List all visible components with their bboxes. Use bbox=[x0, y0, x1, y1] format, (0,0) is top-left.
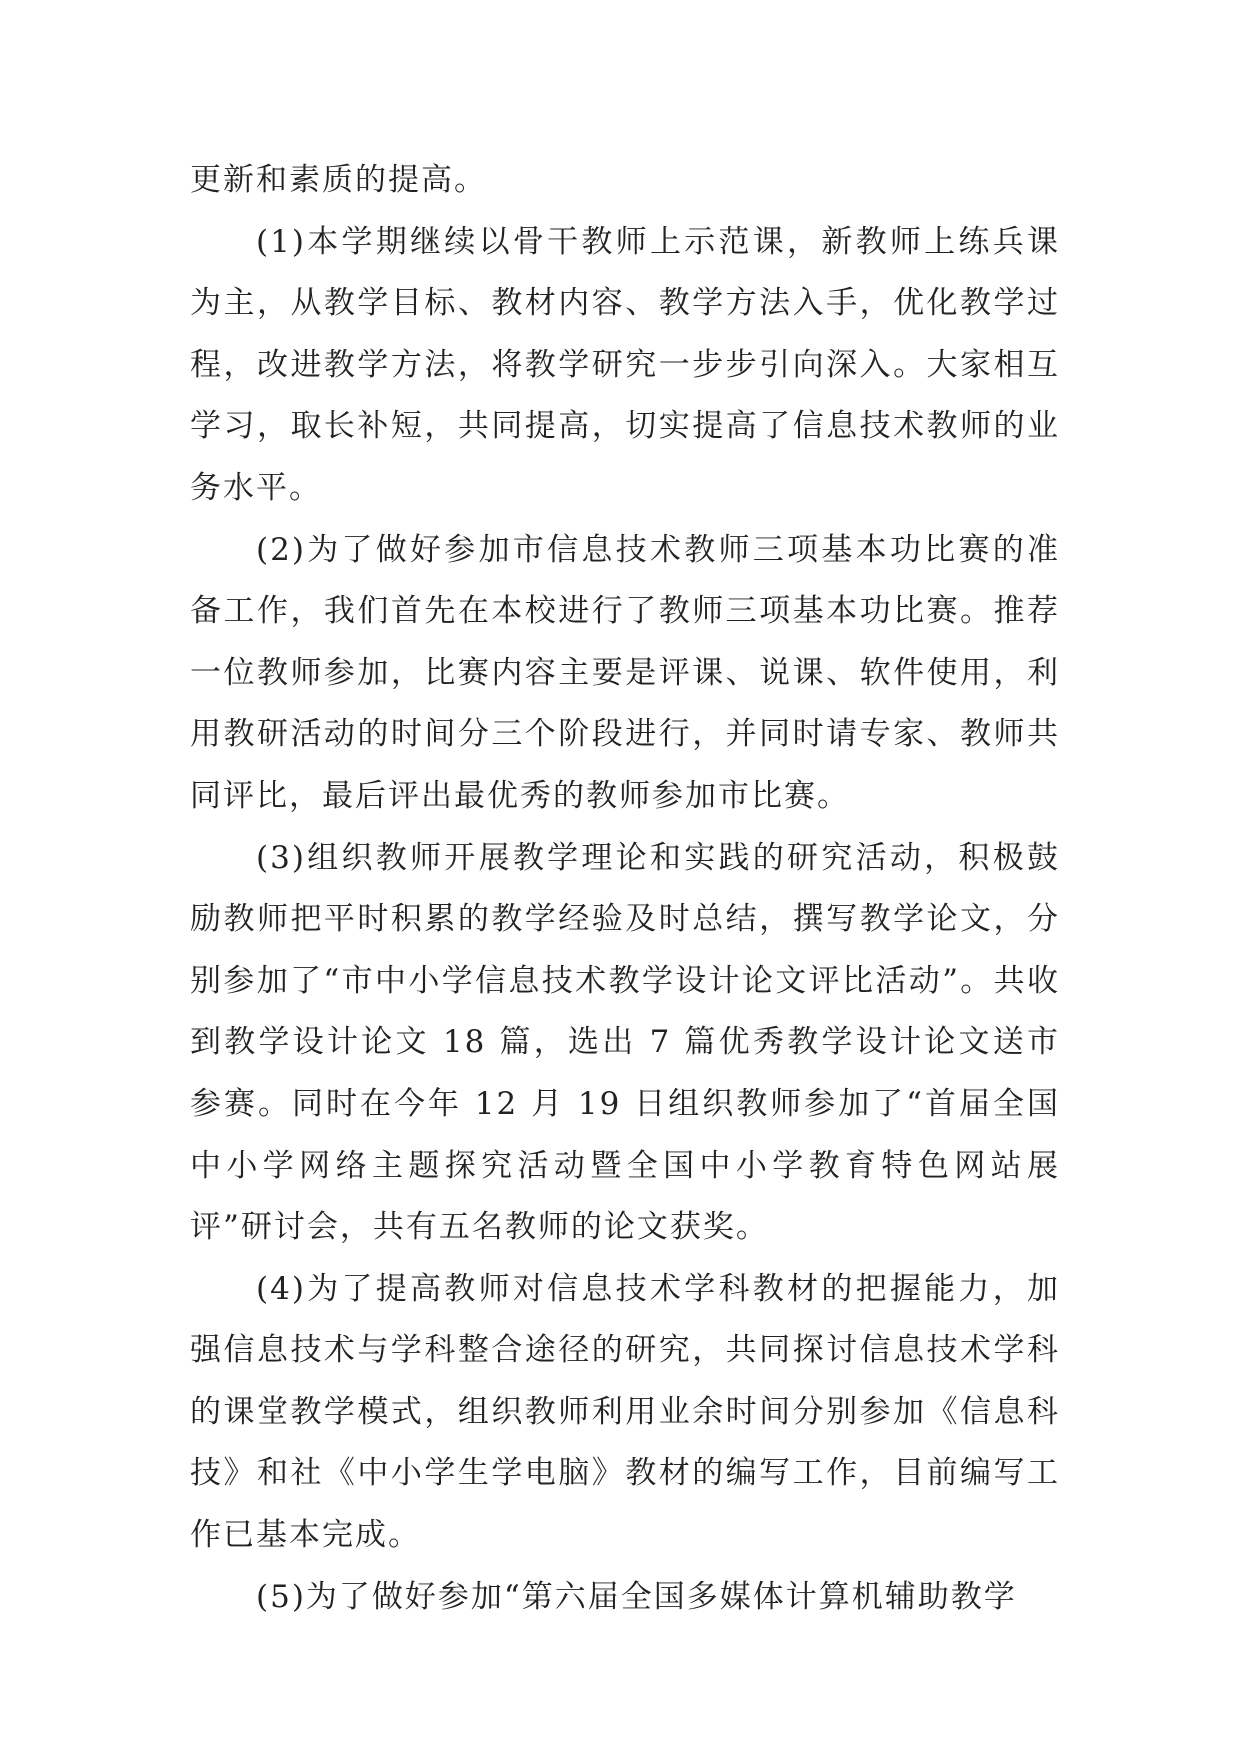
paragraph-continuation: 更新和素质的提高。 bbox=[190, 162, 487, 198]
paragraph-item-3: (3)组织教师开展教学理论和实践的研究活动，积极鼓励教师把平时积累的教学经验及时总结，撰写教学论文，分别参加了“市中小学信息技术教学设计论文评比活动”。共收到教学设计论文 18 篇，选出 7 篇优秀教学设计论文送市参赛。同时在今年 12 月 19 日组织教师参加了“首届全国中小学网络主题探究活动暨全国中小学教育特色网站展评”研讨会，共有五名教师的论文获奖。 bbox=[190, 839, 1060, 1246]
paragraph-item-4: (4)为了提高教师对信息技术学科教材的把握能力，加强信息技术与学科整合途径的研究，共同探讨信息技术学科的课堂教学模式，组织教师利用业余时间分别参加《信息科技》和社《中小学生学电脑》教材的编写工作，目前编写工作已基本完成。 bbox=[190, 1270, 1060, 1554]
paragraph-item-2: (2)为了做好参加市信息技术教师三项基本功比赛的准备工作，我们首先在本校进行了教师三项基本功比赛。推荐一位教师参加，比赛内容主要是评课、说课、软件使用，利用教研活动的时间分三个阶段进行，并同时请专家、教师共同评比，最后评出最优秀的教师参加市比赛。 bbox=[190, 531, 1060, 814]
paragraph-item-5: (5)为了做好参加“第六届全国多媒体计算机辅助教学 bbox=[256, 1578, 1017, 1615]
paragraph-item-1: (1)本学期继续以骨干教师上示范课，新教师上练兵课为主，从教学目标、教材内容、教学方法入手，优化教学过程，改进教学方法，将教学研究一步步引向深入。大家相互学习，取长补短，共同提高，切实提高了信息技术教师的业务水平。 bbox=[190, 223, 1060, 506]
document-body bbox=[190, 150, 1060, 1628]
